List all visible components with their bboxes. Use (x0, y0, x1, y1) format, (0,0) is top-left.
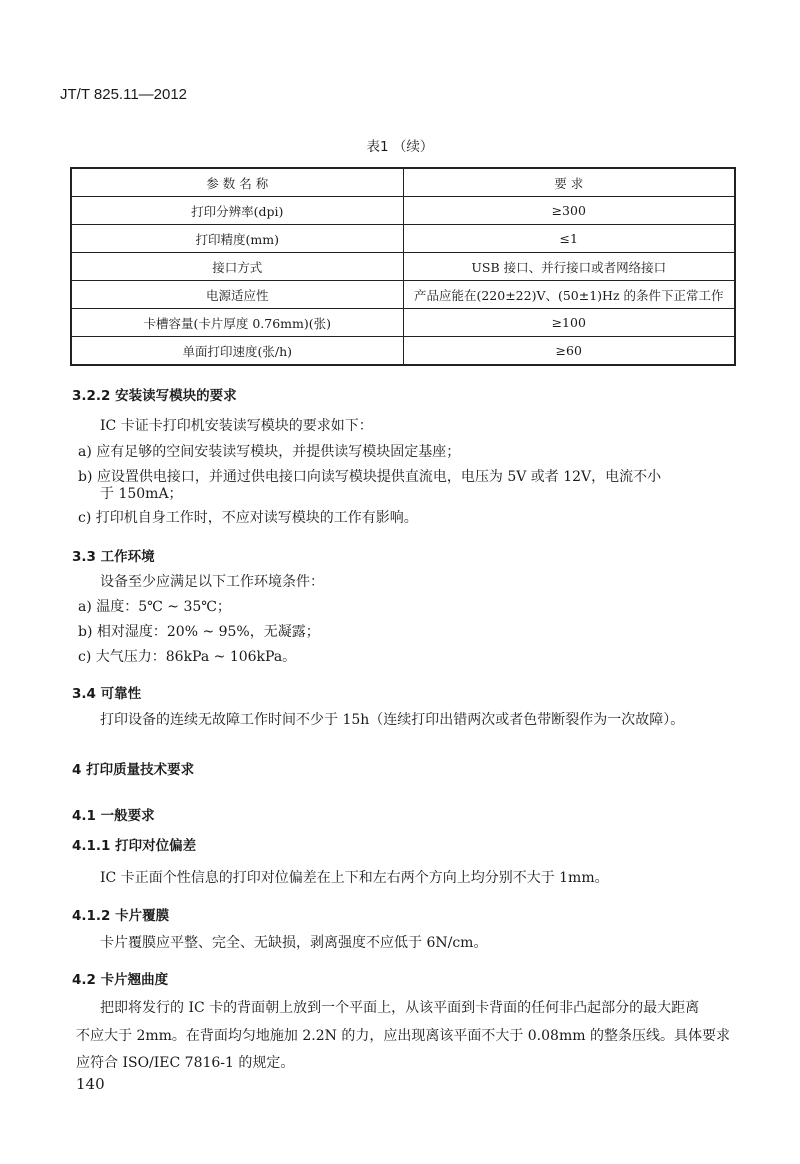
table-row (71, 281, 735, 309)
table-cell: 电源适应性 (71, 281, 403, 309)
table-cell: 打印精度(mm) (71, 225, 403, 253)
list-item-continued: 于 150mA； (100, 486, 183, 502)
list-item: a) 应有足够的空间安装读写模块，并提供读写模块固定基座； (78, 444, 461, 460)
table-row (71, 309, 735, 337)
paragraph: 卡片覆膜应平整、完全、无缺损，剥离强度不应低于 6N/cm。 (100, 935, 488, 951)
table-cell: ≤1 (403, 225, 735, 253)
table-cell: ≥60 (403, 337, 735, 366)
paragraph-line: 应符合 ISO/IEC 7816-1 的规定。 (76, 1055, 295, 1071)
section-heading: 4 打印质量技术要求 (72, 762, 195, 778)
section-heading: 4.1 一般要求 (72, 808, 155, 824)
column-header: 要 求 (403, 168, 735, 197)
section-heading: 4.1.2 卡片覆膜 (72, 908, 170, 924)
table-row (71, 337, 735, 366)
list-item: b) 相对湿度：20% ~ 95%，无凝露； (78, 624, 320, 640)
parameter-table (70, 167, 736, 366)
section-heading: 4.2 卡片翘曲度 (72, 972, 169, 988)
table-cell: 接口方式 (71, 253, 403, 281)
table-cell: ≥100 (403, 309, 735, 337)
table-row (71, 253, 735, 281)
table-cell: ≥300 (403, 197, 735, 225)
section-heading: 3.2.2 安装读写模块的要求 (72, 388, 237, 404)
paragraph: IC 卡正面个性信息的打印对位偏差在上下和左右两个方向上均分别不大于 1mm。 (100, 870, 609, 886)
table-title: 表1 （续） (366, 139, 434, 155)
section-heading: 3.4 可靠性 (72, 686, 142, 702)
table-cell: 卡槽容量(卡片厚度 0.76mm)(张) (71, 309, 403, 337)
list-item: a) 温度：5℃ ~ 35℃； (78, 599, 231, 615)
paragraph: 设备至少应满足以下工作环境条件： (100, 574, 324, 590)
table-row (71, 225, 735, 253)
table-cell: 单面打印速度(张/h) (71, 337, 403, 366)
list-item: b) 应设置供电接口，并通过供电接口向读写模块提供直流电，电压为 5V 或者 12V，电流不小 (78, 469, 662, 485)
standard-code: JT/T 825.11—2012 (60, 86, 188, 103)
table-cell: 产品应能在(220±22)V、(50±1)Hz 的条件下正常工作 (403, 281, 735, 309)
list-item: c) 打印机自身工作时，不应对读写模块的工作有影响。 (78, 510, 418, 526)
paragraph: IC 卡证卡打印机安装读写模块的要求如下： (100, 418, 373, 434)
table-header-row (71, 168, 735, 197)
paragraph: 打印设备的连续无故障工作时间不少于 15h（连续打印出错两次或者色带断裂作为一次故障）。 (100, 712, 685, 728)
section-heading: 4.1.1 打印对位偏差 (72, 838, 197, 854)
table-cell: USB 接口、并行接口或者网络接口 (403, 253, 735, 281)
page-number: 140 (76, 1075, 105, 1093)
section-heading: 3.3 工作环境 (72, 549, 155, 565)
paragraph-line: 不应大于 2mm。在背面均匀地施加 2.2N 的力，应出现离该平面不大于 0.08mm 的整条压线。具体要求 (76, 1028, 730, 1044)
paragraph-line: 把即将发行的 IC 卡的背面朝上放到一个平面上，从该平面到卡背面的任何非凸起部分的最大距离 (100, 1000, 700, 1016)
table-row (71, 197, 735, 225)
list-item: c) 大气压力：86kPa ~ 106kPa。 (78, 649, 297, 665)
table-cell: 打印分辨率(dpi) (71, 197, 403, 225)
column-header: 参 数 名 称 (71, 168, 403, 197)
